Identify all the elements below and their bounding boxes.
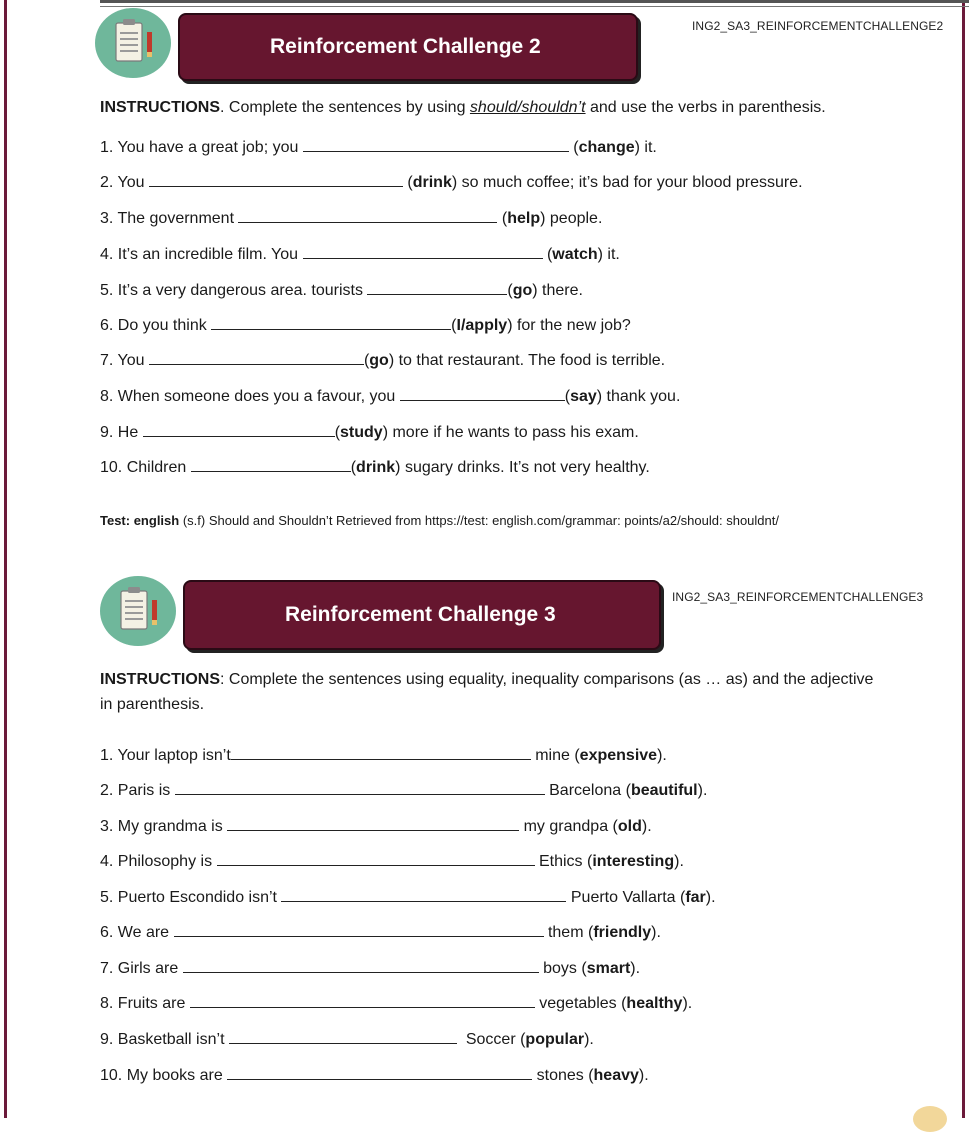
clipboard-icon: [95, 8, 171, 78]
answer-blank[interactable]: [191, 457, 351, 472]
instructions-text: : Complete the sentences using equality, inequality comparisons (as … as) and the adjective: [220, 671, 874, 688]
answer-blank[interactable]: [149, 172, 403, 187]
reference-citation: [100, 513, 779, 528]
exercise-item: 2. Paris is Barcelona (beautiful).: [100, 782, 708, 799]
answer-blank[interactable]: [183, 958, 539, 973]
challenge2-title: Reinforcement Challenge 2: [270, 35, 541, 58]
instructions-text: . Complete the sentences by using: [220, 99, 470, 116]
decorative-corner: [913, 1106, 947, 1132]
exercise-item: 8. When someone does you a favour, you (say) thank you.: [100, 388, 681, 405]
answer-blank[interactable]: [229, 1029, 457, 1044]
page-border-right: [962, 0, 965, 1118]
answer-blank[interactable]: [400, 386, 565, 401]
answer-blank[interactable]: [175, 780, 545, 795]
exercise-item: 2. You (drink) so much coffee; it’s bad for your blood pressure.: [100, 174, 803, 191]
exercise-item: 3. The government (help) people.: [100, 210, 603, 227]
exercise-item: 8. Fruits are vegetables (healthy).: [100, 995, 693, 1012]
answer-blank[interactable]: [367, 280, 507, 295]
exercise-item: 10. My books are stones (heavy).: [100, 1067, 649, 1084]
exercise-item: 7. Girls are boys (smart).: [100, 960, 641, 977]
answer-blank[interactable]: [227, 816, 519, 831]
challenge3-instructions: [100, 667, 940, 717]
instructions-text-line2: in parenthesis.: [100, 696, 205, 713]
challenge3-code: ING2_SA3_REINFORCEMENTCHALLENGE3: [672, 590, 924, 604]
exercise-item: 1. Your laptop isn’t mine (expensive).: [100, 747, 667, 764]
exercise-item: 5. Puerto Escondido isn’t Puerto Vallarta (far).: [100, 889, 716, 906]
instructions-label: INSTRUCTIONS: [100, 671, 220, 688]
instructions-emphasis: should/shouldn’t: [469, 99, 586, 116]
answer-blank[interactable]: [281, 887, 566, 902]
challenge2-instructions: [100, 95, 826, 120]
exercise-item: 5. It’s a very dangerous area. tourists (go) there.: [100, 282, 583, 299]
challenge2-banner: [178, 13, 638, 81]
exercise-item: 6. We are them (friendly).: [100, 924, 661, 941]
exercise-item: 4. Philosophy is Ethics (interesting).: [100, 853, 684, 870]
exercise-item: 6. Do you think (I/apply) for the new job?: [100, 317, 631, 334]
challenge3-banner: [183, 580, 661, 650]
answer-blank[interactable]: [143, 422, 335, 437]
reference-source: Test: english: [100, 513, 180, 528]
answer-blank[interactable]: [190, 993, 535, 1008]
answer-blank[interactable]: [211, 315, 451, 330]
exercise-item: 9. He (study) more if he wants to pass his exam.: [100, 424, 639, 441]
challenge3-title: Reinforcement Challenge 3: [285, 603, 556, 626]
clipboard-icon: [100, 576, 176, 646]
answer-blank[interactable]: [303, 244, 543, 259]
exercise-item: 1. You have a great job; you (change) it.: [100, 139, 657, 156]
top-rule: [100, 0, 969, 3]
exercise-item: 9. Basketball isn’t Soccer (popular).: [100, 1031, 594, 1048]
top-rule-thin: [100, 6, 969, 7]
answer-blank[interactable]: [303, 137, 569, 152]
answer-blank[interactable]: [227, 1065, 532, 1080]
exercise-item: 3. My grandma is my grandpa (old).: [100, 818, 652, 835]
exercise-item: 7. You (go) to that restaurant. The food is terrible.: [100, 352, 666, 369]
instructions-text-end: and use the verbs in parenthesis.: [585, 99, 826, 116]
answer-blank[interactable]: [238, 208, 497, 223]
exercise-item: 4. It’s an incredible film. You (watch) it.: [100, 246, 620, 263]
challenge2-code: ING2_SA3_REINFORCEMENTCHALLENGE2: [692, 19, 944, 33]
answer-blank[interactable]: [231, 745, 531, 760]
exercise-item: 10. Children (drink) sugary drinks. It’s not very healthy.: [100, 459, 650, 476]
answer-blank[interactable]: [149, 350, 364, 365]
answer-blank[interactable]: [217, 851, 535, 866]
instructions-label: INSTRUCTIONS: [100, 99, 220, 116]
reference-text: (s.f) Should and Shouldn’t Retrieved from https://test: english.com/grammar: points/a2/should: shouldnt/: [179, 513, 779, 528]
page-border-left: [4, 0, 7, 1118]
answer-blank[interactable]: [174, 922, 544, 937]
